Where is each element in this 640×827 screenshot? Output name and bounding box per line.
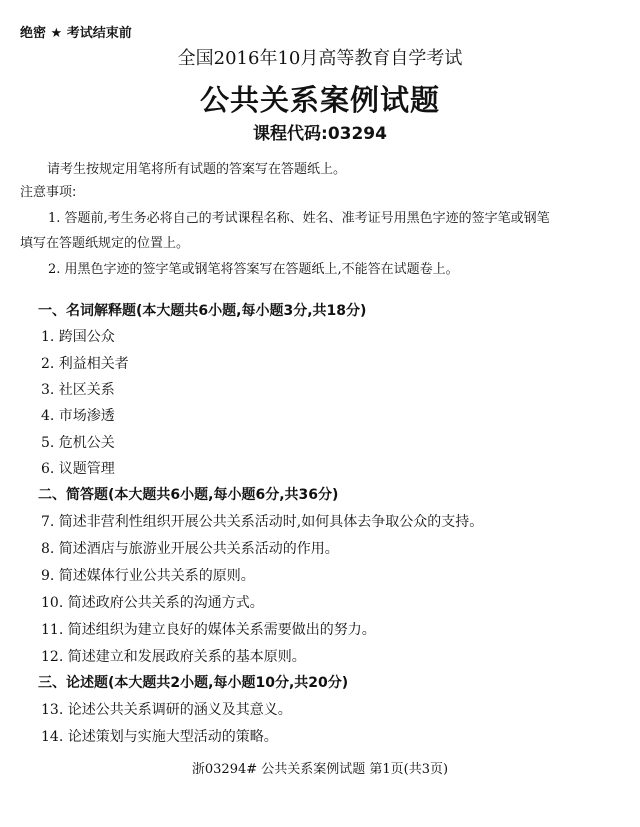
exam-session-title: 全国2016年10月高等教育自学考试 [177, 48, 463, 69]
question-10: 10. 简述政府公共关系的沟通方式。 [41, 595, 264, 611]
question-14: 14. 论述策划与实施大型活动的策略。 [41, 729, 278, 745]
note-1-line-2: 填写在答题纸规定的位置上。 [20, 236, 190, 251]
paper-title: 公共关系案例试题 [199, 83, 440, 117]
question-12: 12. 简述建立和发展政府关系的基本原则。 [41, 649, 306, 665]
question-7: 7. 简述非营利性组织开展公共关系活动时,如何具体去争取公众的支持。 [41, 514, 484, 530]
question-11: 11. 简述组织为建立良好的媒体关系需要做出的努力。 [41, 622, 376, 638]
confidential-label: 绝密 ★ 考试结束前 [20, 26, 132, 41]
question-2: 2. 利益相关者 [41, 356, 129, 372]
question-3: 3. 社区关系 [41, 382, 115, 398]
note-2: 2. 用黑色字迹的签字笔或钢笔将答案写在答题纸上,不能答在试题卷上。 [48, 262, 459, 277]
question-5: 5. 危机公关 [41, 435, 115, 451]
question-1: 1. 跨国公众 [41, 329, 115, 345]
course-code: 课程代码:03294 [253, 124, 387, 144]
notes-title: 注意事项: [20, 185, 77, 200]
section-title-2: 二、简答题(本大题共6小题,每小题6分,共36分) [38, 487, 339, 503]
note-1-line-1: 1. 答题前,考生务必将自己的考试课程名称、姓名、准考证号用黑色字迹的签字笔或钢笔 [48, 211, 550, 226]
question-9: 9. 简述媒体行业公共关系的原则。 [41, 568, 255, 584]
page-footer: 浙03294# 公共关系案例试题 第1页(共3页) [191, 762, 449, 777]
section-title-1: 一、名词解释题(本大题共6小题,每小题3分,共18分) [38, 303, 367, 319]
instruction-lead: 请考生按规定用笔将所有试题的答案写在答题纸上。 [47, 162, 347, 177]
question-6: 6. 议题管理 [41, 461, 115, 477]
question-4: 4. 市场渗透 [41, 408, 115, 424]
section-title-3: 三、论述题(本大题共2小题,每小题10分,共20分) [38, 675, 349, 691]
question-13: 13. 论述公共关系调研的涵义及其意义。 [41, 702, 292, 718]
question-8: 8. 简述酒店与旅游业开展公共关系活动的作用。 [41, 541, 339, 557]
